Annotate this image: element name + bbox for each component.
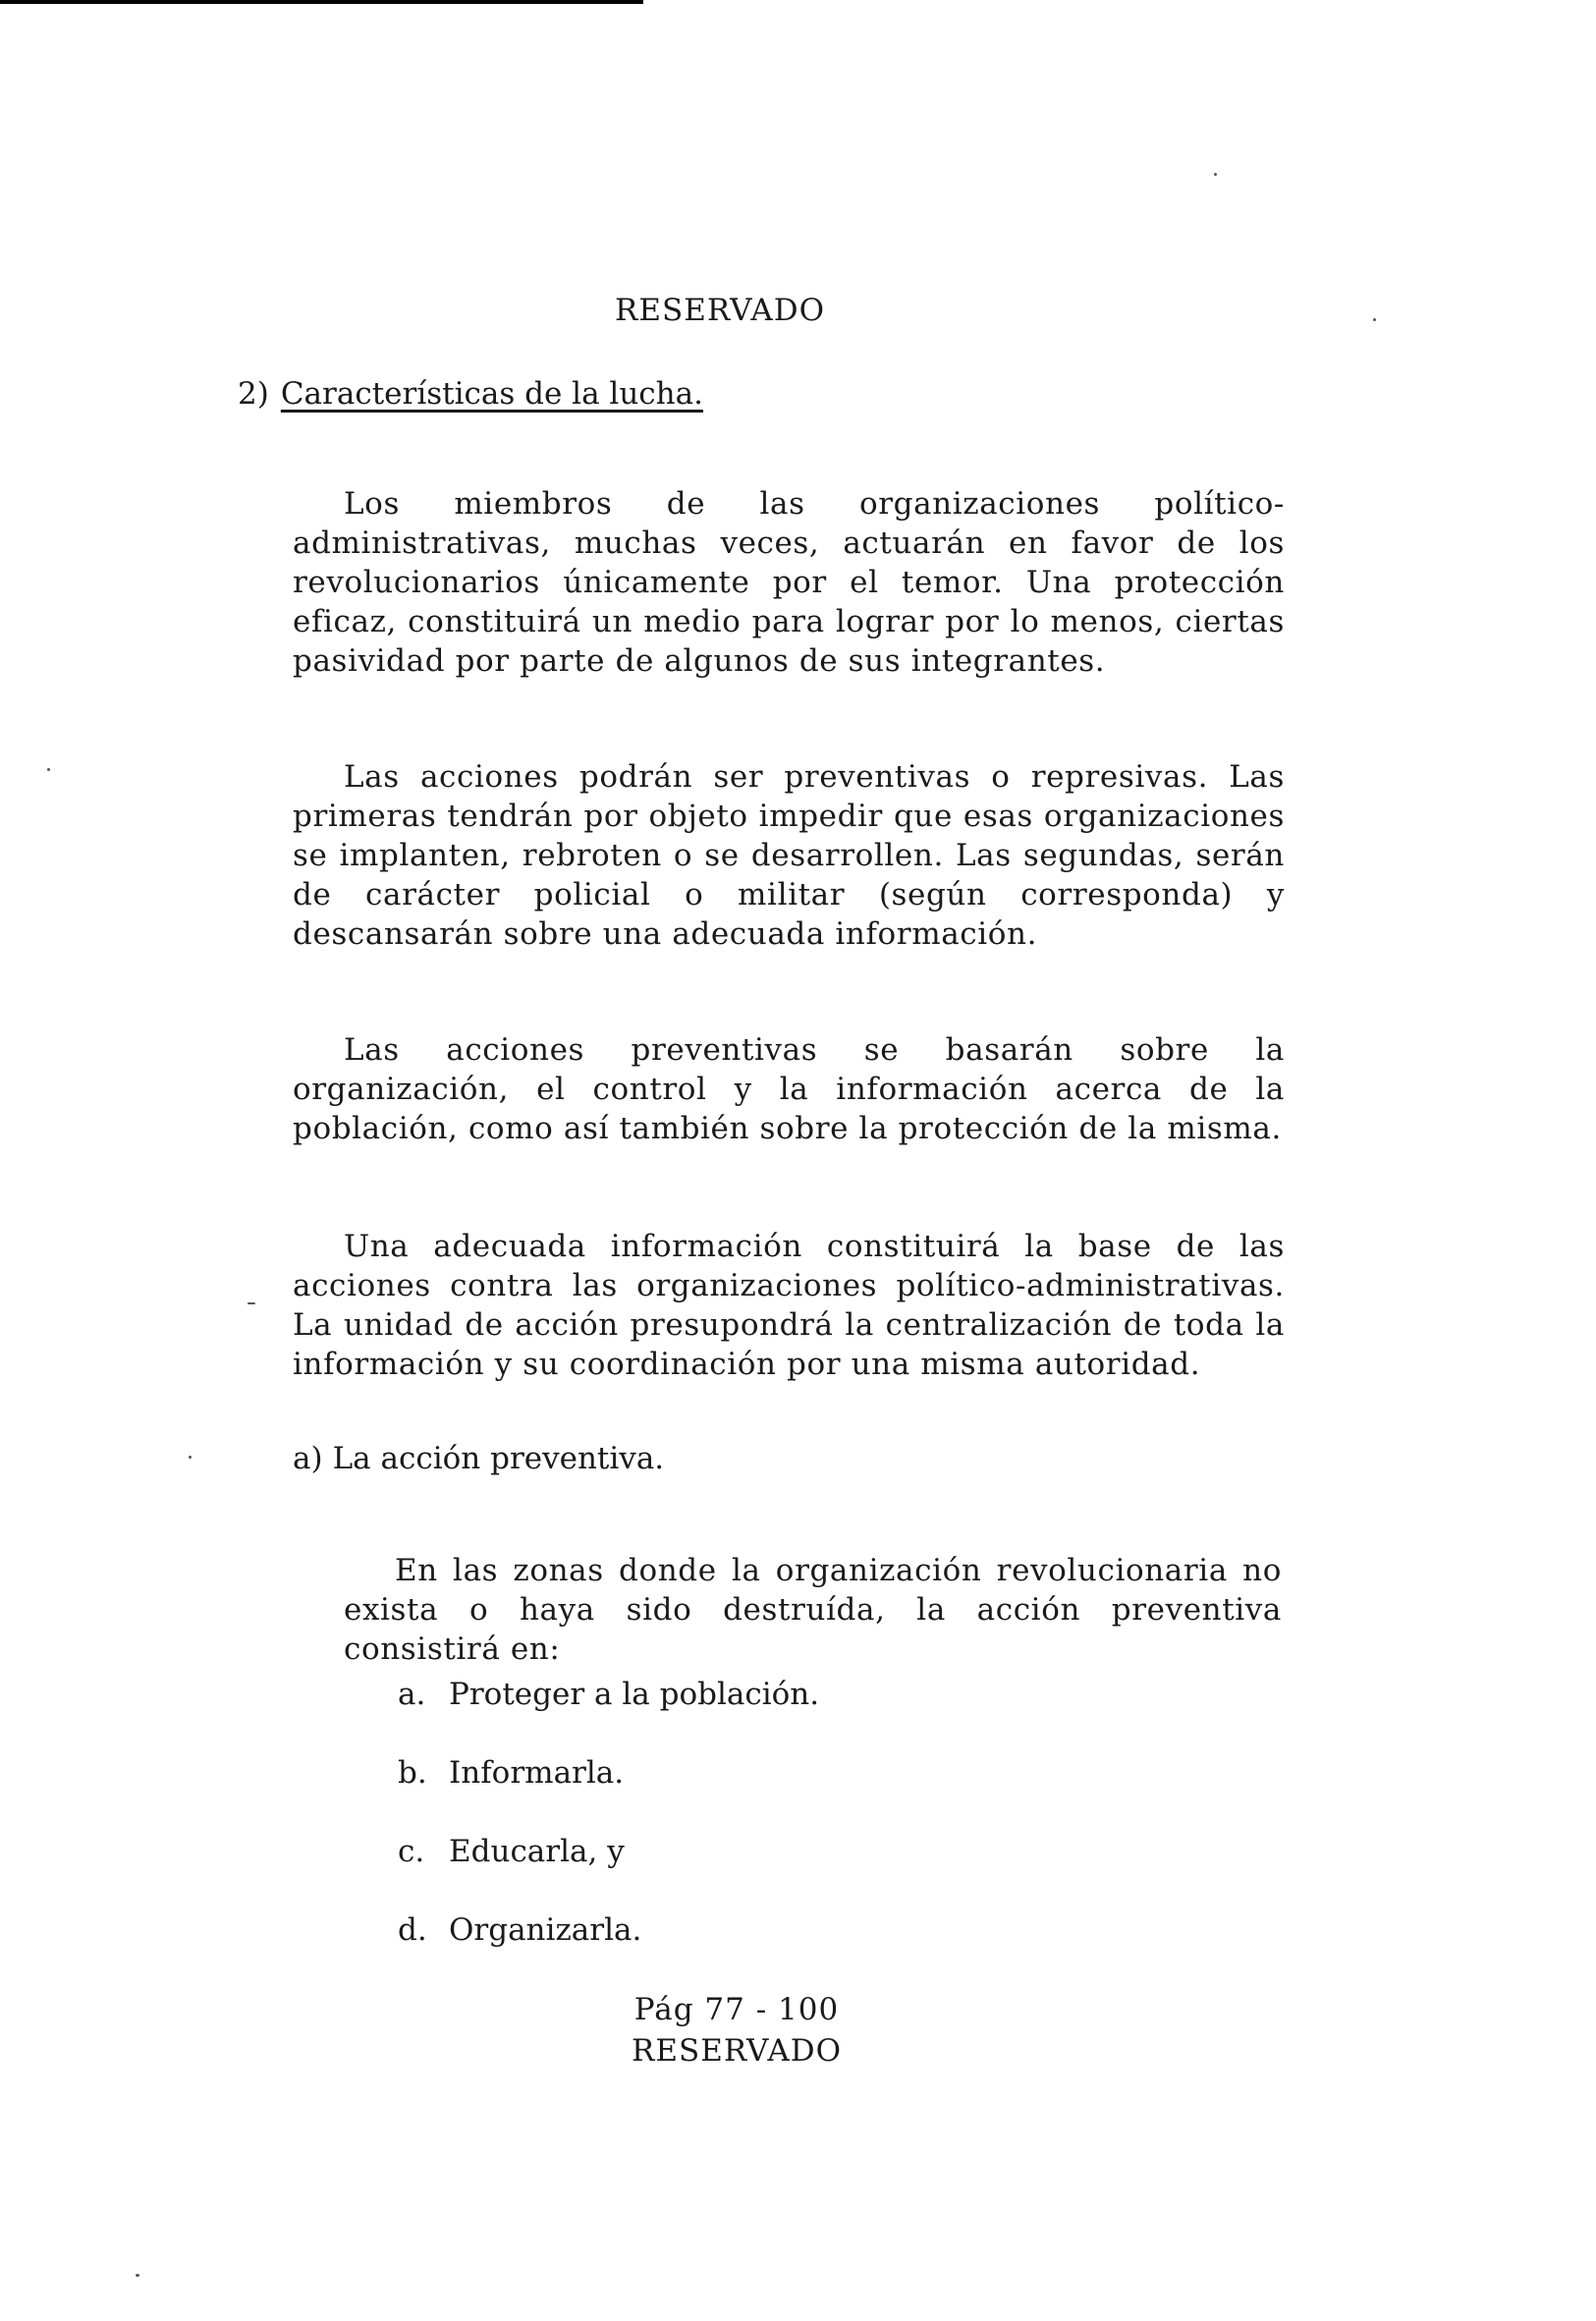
list-item [398,1832,819,1910]
list-item [398,1910,819,1989]
scan-speck [136,2274,139,2277]
list-marker: c. [398,1834,425,1869]
classification-footer: RESERVADO [631,2033,842,2069]
page-footer [550,1989,923,2072]
list-marker: b. [398,1755,427,1791]
subsection-letter: a) [293,1441,323,1476]
paragraph-4: Una adecuada información constituirá la base de las acciones contra las organizaciones político-administrativas. La unidad de acción presupondrá la centralización de toda la información y su coordinación por una misma autoridad. [293,1229,1285,1382]
section-number: 2) [238,376,269,412]
list-item-text: Proteger a la población. [449,1677,820,1712]
subsection-heading [293,1441,664,1476]
list-item-text: Educarla, y [449,1834,625,1869]
list-item-text: Informarla. [449,1755,625,1791]
scan-speck [189,1456,192,1459]
scan-speck [1373,318,1376,321]
scan-edge-bar [0,0,643,4]
scan-speck [47,768,50,771]
subsection-intro: En las zonas donde la organización revolucionaria no exista o haya sido destruída, la acción preventiva consistirá en: [344,1553,1282,1667]
classification-header: RESERVADO [615,293,826,328]
paragraph-3: Las acciones preventivas se basarán sobre la organización, el control y la información acerca de la población, como así también sobre la protección de la misma. [293,1032,1285,1146]
preventive-action-list [398,1675,819,1989]
scan-speck [248,1302,255,1304]
list-item [398,1675,819,1753]
section-heading [238,376,703,412]
page-number: Pág 77 - 100 [633,1992,840,2027]
scan-speck [1214,173,1217,176]
section-title: Características de la lucha. [280,376,703,412]
list-item [398,1753,819,1832]
paragraph-2: Las acciones podrán ser preventivas o represivas. Las primeras tendrán por objeto impedir que esas organizaciones se implanten, rebroten o se desarrollen. Las segundas, serán de carácter policial o militar (según corresponda) y descansarán sobre una adecuada información. [293,759,1285,952]
subsection-title: La acción preventiva. [332,1441,665,1476]
list-item-text: Organizarla. [449,1912,642,1948]
list-marker: d. [398,1912,427,1948]
paragraph-1: Los miembros de las organizaciones político-administrativas, muchas veces, actuarán en favor de los revolucionarios únicamente por el temor. Una protección eficaz, constituirá un medio para lograr por lo menos, ciertas pasividad por parte de algunos de sus integrantes. [293,486,1285,679]
list-marker: a. [398,1677,426,1712]
